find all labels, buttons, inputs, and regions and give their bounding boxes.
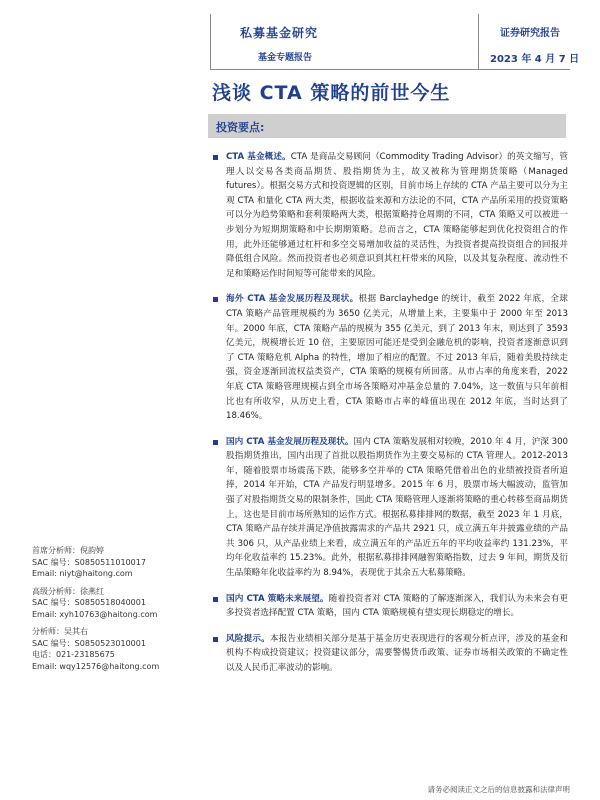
analyst-sac: SAC 编号：S0850523010001 <box>32 638 146 648</box>
paragraph-lead: 海外 CTA 基金发展历程及现状。 <box>226 294 359 305</box>
header-rule <box>210 69 570 70</box>
analyst-list <box>32 545 202 678</box>
analyst-name: 首席分析师：倪韵婷 <box>32 546 104 555</box>
paragraph-lead: 国内 CTA 基金发展历程及现状。 <box>226 436 354 447</box>
paragraph-text: 随着投资者对 CTA 策略的了解逐渐深入，我们认为未来会有更多投资者选择配置 CTA 策略，国内 CTA 策略规模有望实现长期稳定的增长。 <box>226 593 568 619</box>
paragraph-risk <box>212 632 568 676</box>
paragraph-lead: CTA 基金概述。 <box>226 152 291 162</box>
paragraph-domestic-cta <box>212 435 568 581</box>
key-points-body <box>212 150 568 687</box>
bullet-square-icon <box>213 440 218 445</box>
report-type: 证券研究报告 <box>500 28 560 39</box>
series-subtitle: 基金专题报告 <box>258 53 313 63</box>
analyst-phone: 电话：021-23185675 <box>32 650 115 659</box>
analyst-name: 分析师：吴其右 <box>32 627 88 636</box>
paragraph-text: 本报告业绩相关部分是基于基金历史表现进行的客观分析点评，涉及的基金和机构不构成投资建议；投资建议部分，需要警惕货币政策、证券市场相关政策的不确定性以及人民币汇率波动的影响。 <box>226 633 568 673</box>
key-points-label: 投资要点: <box>216 121 265 134</box>
report-date: 2023 年 4 月 7 日 <box>490 54 580 65</box>
analyst-sac: SAC 编号：S0850511010017 <box>32 557 146 567</box>
series-title: 私募基金研究 <box>240 26 319 40</box>
paragraph-text: CTA 是商品交易顾问（Commodity Trading Advisor）的英文缩写，管理人以交易各类商品期货、股指期货为主，故又被称为管理期货策略（Managed futures）。根据交易方式和投资逻辑的区别，目前市场上存续的 CTA 产品主要可以分为主观 CTA 和量化 CTA 两大类，根据收益来源和方法论的不同，CTA 产品所采用的投资策略可以分为趋势策略和套利策略两大类，根据策略持仓周期的不同，CTA 策略又可以被进一步划分为短期期策略和中长期期策略。总而言之，CTA 策略能够起到优化投资组合的作用，此外还能够通过杠杆和多空交易增加收益的灵活性，为投资者提高投资组合的回报并降低组合风险。然而投资者也必须意识到其杠杆带来的风险，以及其复杂程度、流动性不足和策略运作时间短等可能带来的风险。 <box>226 152 568 279</box>
analyst-email: Email: xyh10763@haitong.com <box>32 609 158 619</box>
bullet-square-icon <box>213 155 218 160</box>
bullet-square-icon <box>213 297 218 302</box>
analyst-entry <box>32 545 202 580</box>
paragraph-outlook <box>212 592 568 621</box>
document-title: 浅谈 CTA 策略的前世今生 <box>212 82 451 104</box>
disclaimer-footer: 请务必阅读正文之后的信息披露和法律声明 <box>427 785 570 794</box>
report-header <box>0 0 600 70</box>
header-divider-right <box>478 14 479 70</box>
paragraph-lead: 风险提示。 <box>226 633 270 644</box>
bullet-square-icon <box>213 597 218 602</box>
bullet-square-icon <box>213 637 218 642</box>
paragraph-text: 根据 Barclayhedge 的统计，截至 2022 年底，全球 CTA 策略产品管理规模约为 3650 亿美元，从增量上来，主要集中于 2000 年至 2013 年。2000 年底，CTA 策略产品的规模为 355 亿美元，到了 2013 年末，则达到了 3593 亿美元，规模增长近 10 倍，主要原因可能还是受到金融危机的影响，投资者逐渐意识到了 CTA 策略危机 Alpha 的特性，增加了相应的配置。不过 2013 年后，随着美股持续走强，资金逐渐回流权益类资产，CTA 策略的规模有所回落。从市占率的角度来看，2022 年底 CTA 策略管理规模占到全市场各策略对冲基金总量的 7.04%，这一数值与只年前相比也有所收窄，从历史上看，CTA 策略市占率的峰值出现在 2012 年底，当时达到了 18.46%。 <box>226 294 568 422</box>
paragraph-cta-overview <box>212 150 568 281</box>
analyst-entry <box>32 626 202 672</box>
paragraph-overseas-cta <box>212 292 568 423</box>
paragraph-text: 国内 CTA 策略发展相对较晚，2010 年 4 月，沪深 300 股指期货推出，国内出现了首批以股指期货作为主要交易标的 CTA 管理人。2012-2013 年，随着股票市场震荡下跌，能够多空并举的 CTA 策略凭借着出色的业绩被投资者所追捧，2014 年开始，CTA 产品发行明显增多。2015 年 6 月，股票市场大幅波动，监管加强了对股指期货交易的限制条件，国此 CTA 策略管理人逐渐将策略的重心转移至商品期货上，这也是目前市场所熟知的运作方式。根据私募排排网的数据，截至 2023 年 1 月底，CTA 策略产品存续并满足净值披露需求的产品共 2921 只，成立满五年并披露业绩的产品共 306 只，从产品业绩上来看，成立满五年的产品近五年的平均收益率约 131.23%，平均年化收益率约 15.23%。此外，根据私募排排网融智策略指数，过去 9 年间，期货及衍生品策略年化收益率约为 8.94%，表现优于其余五大私募策略。 <box>226 436 569 579</box>
key-points-bar <box>208 114 566 138</box>
header-divider-left <box>210 14 211 70</box>
analyst-entry <box>32 586 202 621</box>
analyst-email: Email: niyt@haitong.com <box>32 569 133 578</box>
paragraph-lead: 国内 CTA 策略未来展望。 <box>226 593 329 604</box>
analyst-sac: SAC 编号：S0850518040001 <box>32 598 146 607</box>
analyst-name: 高级分析师：徐燕红 <box>32 586 104 596</box>
analyst-email: Email: wqy12576@haitong.com <box>32 661 160 671</box>
